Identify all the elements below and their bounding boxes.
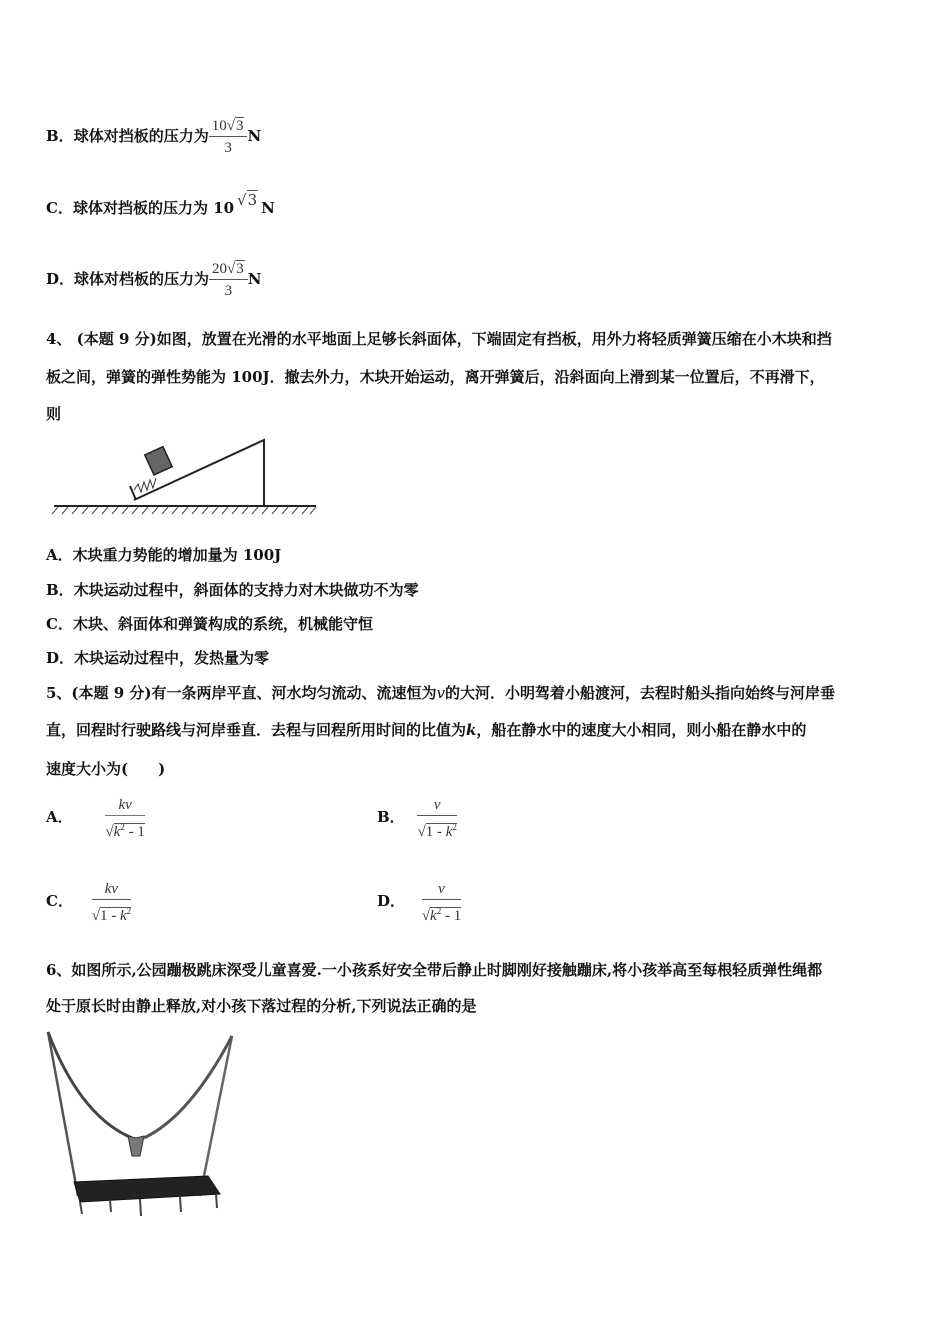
incline-spring-diagram [44, 430, 324, 516]
unit: N [247, 270, 262, 288]
fraction: $\frac{10√3}{3}$ [209, 117, 248, 157]
q4-text-line2: 板之间，弹簧的弹性势能为 100J．撤去外力，木块开始运动，离开弹簧后，沿斜面向上滑到某一位置后，不再滑下， [46, 368, 825, 386]
wooden-block [145, 447, 172, 475]
q6-text-line2: 处于原长时由静止释放,对小孩下落过程的分析,下列说法正确的是 [46, 997, 477, 1015]
right-elastic-rope [144, 1036, 232, 1138]
ground-hatch [52, 507, 316, 514]
harness [128, 1136, 144, 1156]
option-label: D． [46, 270, 75, 288]
q4-text-line1: 4、 (本题 9 分)如图，放置在光滑的水平地面上足够长斜面体，下端固定有挡板，用外力将轻质弹簧压缩在小木块和挡 [46, 330, 832, 348]
left-pole [48, 1032, 78, 1196]
q5-text-line1: 5、(本题 9 分)有一条两岸平直、河水均匀流动、流速恒为v的大河．小明驾着小船渡河，去程时船头指向始终与河岸垂 [46, 684, 836, 702]
unit: N [261, 199, 275, 217]
q5-option-d: D． $\frac{v}{√k^2 - 1}$ [377, 880, 462, 924]
option-label: C． [46, 199, 73, 217]
q5-option-c: C． $\frac{kv}{√1 - k^2}$ [46, 880, 132, 924]
q5-option-b: B． $\frac{v}{√1 - k^2}$ [377, 796, 457, 840]
fraction: $\frac{v}{√1 - k^2}$ [417, 796, 457, 840]
option-text: 球体对挡板的压力为 [73, 127, 209, 145]
spring-coil [134, 478, 156, 492]
sqrt-three: √3 [237, 191, 258, 209]
option-text: 球体对挡板的压力为 10 [72, 199, 235, 217]
bungee-trampoline-figure [40, 1026, 240, 1222]
q6-text-line1: 6、如图所示,公园蹦极跳床深受儿童喜爱.一小孩系好安全带后静止时脚刚好接触蹦床,将小孩举高至每根轻质弹性绳都 [46, 961, 823, 979]
q5-text-line2: 直，回程时行驶路线与河岸垂直．去程与回程所用时间的比值为k，船在静水中的速度大小相同，则小船在静水中的 [46, 721, 807, 739]
right-pole [200, 1036, 232, 1196]
q4-option-a: A．木块重力势能的增加量为 100J [46, 546, 282, 564]
q5-option-a: A． $\frac{kv}{√k^2 - 1}$ [46, 796, 145, 840]
fraction: $\frac{kv}{√k^2 - 1}$ [105, 796, 145, 840]
option-text: 球体对档板的压力为 [74, 270, 210, 288]
q3-option-d [46, 259, 261, 299]
option-label: B． [46, 127, 74, 145]
q4-option-c: C．木块、斜面体和弹簧构成的系统，机械能守恒 [46, 615, 373, 633]
trampoline-bed [74, 1176, 220, 1202]
q5-text-line3: 速度大小为( ) [46, 760, 166, 778]
q4-text-line3: 则 [46, 405, 62, 423]
left-elastic-rope [48, 1032, 132, 1138]
q4-option-d: D．木块运动过程中，发热量为零 [46, 649, 270, 667]
q3-option-b [46, 116, 261, 156]
q4-option-b: B．木块运动过程中，斜面体的支持力对木块做功不为零 [46, 581, 419, 599]
fraction: $\frac{20√3}{3}$ [209, 260, 248, 300]
fraction: $\frac{kv}{√1 - k^2}$ [91, 880, 132, 924]
fraction: $\frac{v}{√k^2 - 1}$ [421, 880, 462, 924]
unit: N [247, 127, 262, 145]
q3-option-c [46, 193, 275, 223]
